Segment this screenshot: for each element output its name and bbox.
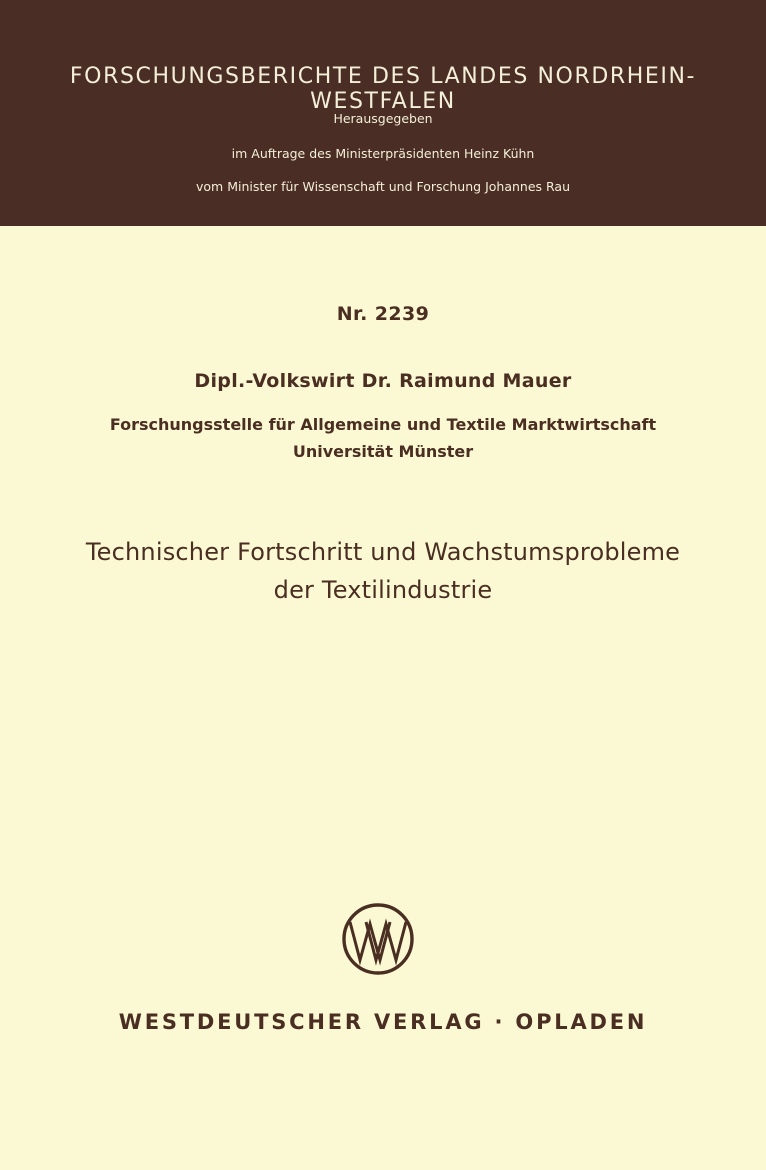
affiliation-line-1: Forschungsstelle für Allgemeine und Textile Marktwirtschaft: [109, 415, 657, 434]
book-title-line-1: Technischer Fortschritt und Wachstumsprobleme: [85, 538, 681, 566]
book-title-line-2: der Textilindustrie: [273, 576, 493, 604]
author-name: Dipl.-Volkswirt Dr. Raimund Mauer: [194, 370, 572, 392]
editor-line-2: im Auftrage des Ministerpräsidenten Heinz Kühn: [231, 146, 535, 161]
report-number: Nr. 2239: [336, 303, 430, 325]
series-header-band: [0, 0, 766, 226]
series-title: FORSCHUNGSBERICHTE DES LANDES NORDRHEIN-WESTFALEN: [69, 64, 697, 114]
publisher-name: WESTDEUTSCHER VERLAG · OPLADEN: [118, 1010, 648, 1034]
publisher-ww-logo-icon: [340, 902, 416, 976]
editor-line-1: Herausgegeben: [333, 111, 433, 126]
editor-line-3: vom Minister für Wissenschaft und Forschung Johannes Rau: [196, 179, 570, 194]
affiliation-line-2: Universität Münster: [292, 442, 474, 461]
